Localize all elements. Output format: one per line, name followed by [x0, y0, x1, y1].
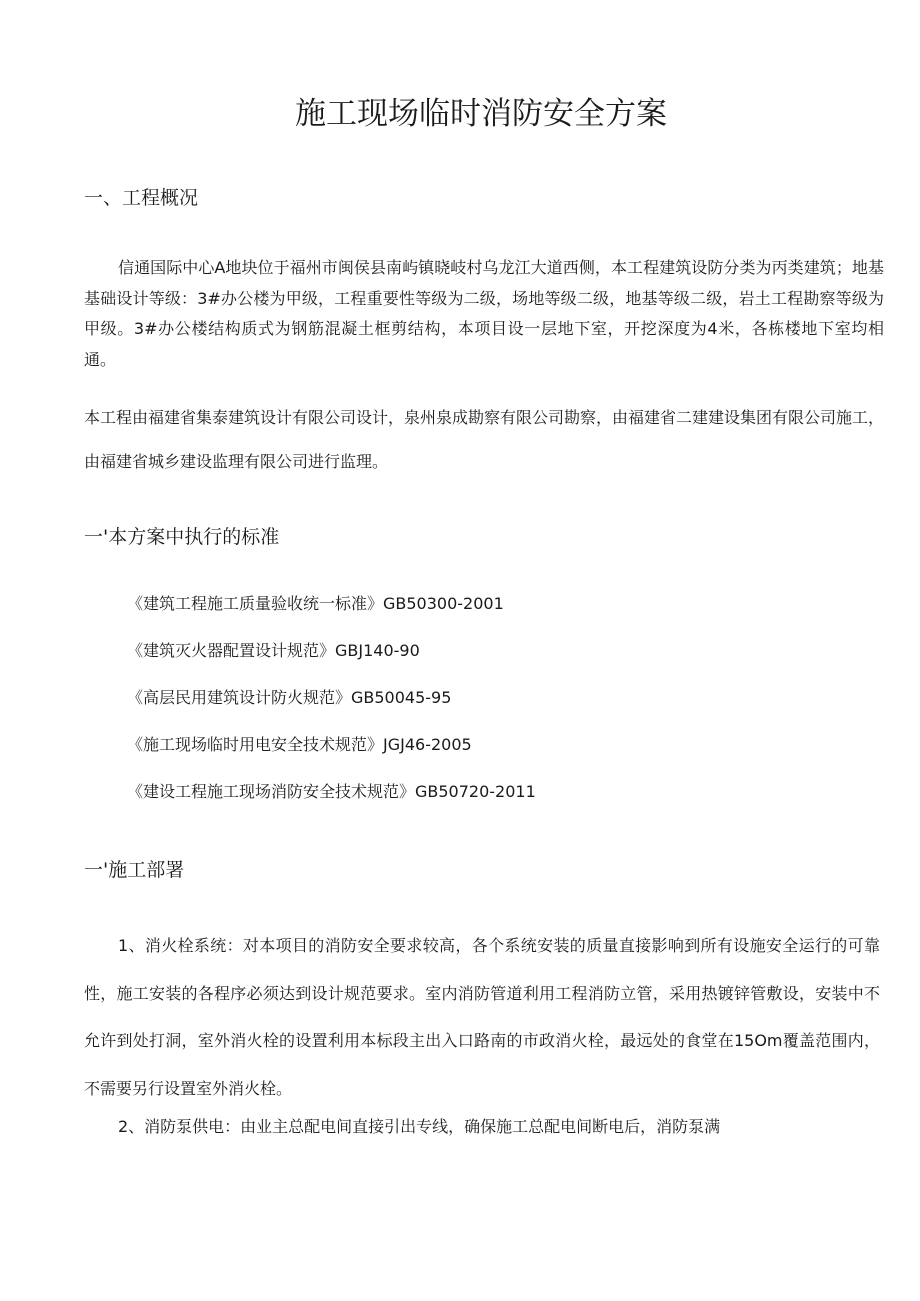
standard-item: 《高层民用建筑设计防火规范》GB50045-95	[127, 688, 452, 707]
deployment-paragraph-2: 2、消防泵供电：由业主总配电间直接引出专线，确保施工总配电间断电后，消防泵满	[118, 1117, 721, 1136]
section-heading-standards: 一'本方案中执行的标准	[84, 526, 280, 548]
document-title: 施工现场临时消防安全方案	[295, 96, 667, 132]
standard-item: 《建设工程施工现场消防安全技术规范》GB50720-2011	[127, 782, 536, 801]
standard-item: 《建筑灭火器配置设计规范》GBJ140-90	[127, 641, 420, 660]
deployment-paragraph-1: 1、消火栓系统：对本项目的消防安全要求较高，各个系统安装的质量直接影响到所有设施安全运行的可靠性，施工安装的各程序必须达到设计规范要求。室内消防管道利用工程消防立管，采用热镀锌管敷设，安装中不允许到处打洞，室外消火栓的设置利用本标段主出入口路南的市政消火栓，最远处的食堂在15Om覆盖范围内，不需要另行设置室外消火栓。	[84, 936, 880, 1098]
standard-item: 《施工现场临时用电安全技术规范》JGJ46-2005	[127, 735, 472, 754]
standard-item: 《建筑工程施工质量验收统一标准》GB50300-2001	[127, 594, 504, 613]
overview-paragraph-2: 本工程由福建省集泰建筑设计有限公司设计，泉州泉成勘察有限公司勘察，由福建省二建建设集团有限公司施工，由福建省城乡建设监理有限公司进行监理。	[84, 408, 885, 471]
overview-paragraph-1: 信通国际中心A地块位于福州市闽侯县南屿镇晓岐村乌龙江大道西侧，本工程建筑设防分类为丙类建筑；地基基础设计等级：3#办公楼为甲级，工程重要性等级为二级，场地等级二级，地基等级二级，岩土工程勘察等级为甲级。3#办公楼结构质式为钢筋混凝土框剪结构，本项目设一层地下室，开挖深度为4米，各栋楼地下室均相通。	[84, 258, 884, 369]
section-heading-overview: 一、工程概况	[84, 187, 199, 209]
section-heading-deployment: 一'施工部署	[84, 859, 185, 881]
